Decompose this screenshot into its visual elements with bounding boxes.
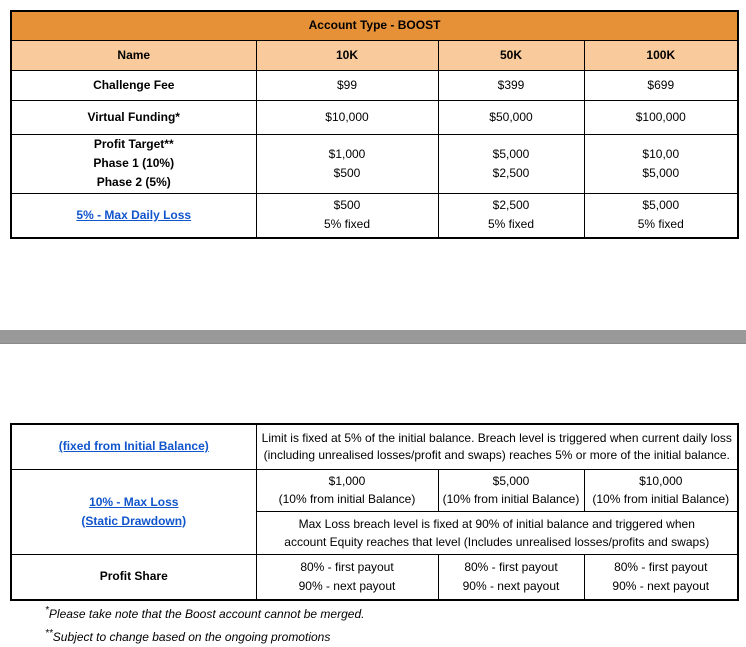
- max-daily-loss-100k-note: 5% fixed: [637, 217, 684, 232]
- footnotes: [45, 601, 364, 647]
- footnote-merge-marker: *: [45, 605, 49, 616]
- max-loss-value-100k: [584, 469, 738, 511]
- profit-target-value-10k: [256, 134, 438, 193]
- daily-loss-description-line1: Limit is fixed at 5% of the initial balance. Breach level is triggered when current daily loss: [261, 430, 732, 445]
- daily-loss-description: [256, 424, 738, 469]
- profit-share-100k-next: 90% - next payout: [612, 578, 710, 593]
- max-daily-loss-50k-note: 5% fixed: [487, 217, 535, 232]
- max-loss-breach-line1: Max Loss breach level is fixed at 90% of initial balance and triggered when: [298, 516, 695, 531]
- fixed-from-initial-balance-cell: [11, 424, 256, 469]
- profit-target-100k-phase2: $5,000: [642, 165, 680, 180]
- virtual-funding-label: Virtual Funding*: [11, 100, 256, 134]
- max-daily-loss-value-100k: [584, 193, 738, 238]
- column-header-100k: 100K: [584, 40, 738, 70]
- footnote-merge-text: Please take note that the Boost account cannot be merged.: [48, 607, 365, 621]
- profit-target-title: Profit Target**: [93, 137, 174, 151]
- max-loss-50k-note: (10% from initial Balance): [442, 492, 580, 506]
- footnote-promotions-marker: **: [45, 628, 53, 639]
- max-daily-loss-10k-note: 5% fixed: [323, 217, 371, 232]
- profit-share-value-10k: [256, 554, 438, 600]
- max-loss-label-cell: [11, 469, 256, 554]
- max-loss-50k-amount: $5,000: [492, 474, 530, 488]
- profit-target-50k-phase2: $2,500: [492, 165, 530, 180]
- profit-share-10k-next: 90% - next payout: [298, 578, 396, 593]
- profit-share-100k-first: 80% - first payout: [614, 559, 708, 574]
- max-loss-breach-line2: account Equity reaches that level (Includes unrealised losses/profits and swaps): [284, 534, 710, 549]
- max-loss-breach-description: [256, 511, 738, 554]
- profit-target-10k-phase1: $1,000: [328, 146, 366, 161]
- footnote-merge: [45, 601, 364, 624]
- max-daily-loss-label-cell: [11, 193, 256, 238]
- max-loss-table: [10, 423, 739, 601]
- footnote-promotions: [45, 624, 364, 647]
- profit-target-value-100k: [584, 134, 738, 193]
- max-daily-loss-link[interactable]: 5% - Max Daily Loss: [76, 207, 192, 222]
- virtual-funding-value-10k: $10,000: [256, 100, 438, 134]
- account-type-table: [10, 10, 739, 239]
- profit-share-10k-first: 80% - first payout: [300, 559, 394, 574]
- account-type-header: Account Type - BOOST: [11, 11, 738, 40]
- column-header-name: Name: [11, 40, 256, 70]
- daily-loss-description-line2: (including unrealised losses/profit and swaps) reaches 5% or more of the initial balance.: [263, 447, 730, 462]
- footnote-promotions-text: Subject to change based on the ongoing promotions: [52, 630, 331, 644]
- max-daily-loss-50k-amount: $2,500: [492, 198, 530, 213]
- profit-target-value-50k: [438, 134, 584, 193]
- profit-target-100k-phase1: $10,00: [642, 146, 680, 161]
- max-loss-100k-amount: $10,000: [639, 474, 683, 488]
- column-header-50k: 50K: [438, 40, 584, 70]
- profit-share-label: Profit Share: [11, 554, 256, 600]
- fixed-from-initial-balance-link[interactable]: (fixed from Initial Balance): [58, 439, 209, 454]
- max-daily-loss-value-50k: [438, 193, 584, 238]
- max-loss-100k-note: (10% from initial Balance): [592, 492, 730, 506]
- max-daily-loss-10k-amount: $500: [333, 198, 361, 213]
- max-loss-link[interactable]: 10% - Max Loss: [89, 494, 179, 509]
- profit-share-50k-next: 90% - next payout: [462, 578, 560, 593]
- profit-target-label: [11, 134, 256, 193]
- profit-target-50k-phase1: $5,000: [492, 146, 530, 161]
- virtual-funding-value-100k: $100,000: [584, 100, 738, 134]
- max-daily-loss-100k-amount: $5,000: [642, 198, 680, 213]
- challenge-fee-value-100k: $699: [584, 70, 738, 100]
- max-loss-value-10k: [256, 469, 438, 511]
- profit-target-10k-phase2: $500: [333, 165, 361, 180]
- profit-target-phase2: Phase 2 (5%): [96, 175, 171, 189]
- challenge-fee-value-50k: $399: [438, 70, 584, 100]
- profit-share-50k-first: 80% - first payout: [464, 559, 558, 574]
- max-loss-value-50k: [438, 469, 584, 511]
- challenge-fee-label: Challenge Fee: [11, 70, 256, 100]
- profit-share-value-100k: [584, 554, 738, 600]
- max-loss-10k-note: (10% from initial Balance): [278, 492, 416, 506]
- column-header-10k: 10K: [256, 40, 438, 70]
- static-drawdown-link[interactable]: (Static Drawdown): [81, 513, 187, 528]
- virtual-funding-value-50k: $50,000: [438, 100, 584, 134]
- max-loss-10k-amount: $1,000: [328, 474, 366, 488]
- page-divider-bar: [0, 330, 746, 344]
- max-daily-loss-value-10k: [256, 193, 438, 238]
- profit-share-value-50k: [438, 554, 584, 600]
- profit-target-phase1: Phase 1 (10%): [93, 156, 175, 170]
- challenge-fee-value-10k: $99: [256, 70, 438, 100]
